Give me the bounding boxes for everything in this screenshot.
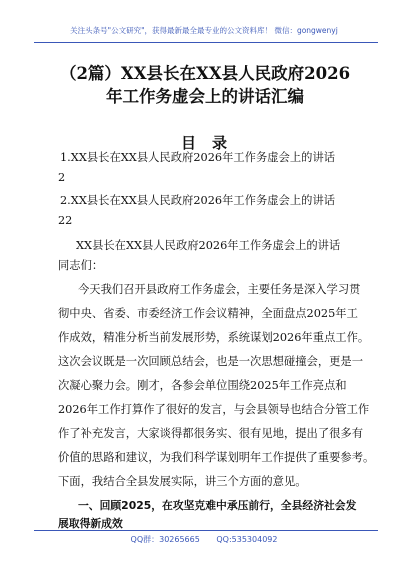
header-divider [34,42,378,43]
footer-divider [34,530,378,531]
toc-item-1-page[interactable]: 2 [58,171,66,184]
paragraph-line: 彻中央、省委、市委经济工作会议精神，全面盘点2025年工 [58,307,358,320]
toc-item-2-page[interactable]: 22 [58,214,73,227]
paragraph-line: 今天我们召开县政府工作务虚会，主要任务是深入学习贯 [78,283,361,296]
toc-item-1[interactable]: 1.XX县长在XX县人民政府2026年工作务虚会上的讲话 [60,151,336,164]
toc-item-2[interactable]: 2.XX县长在XX县人民政府2026年工作务虚会上的讲话 [60,194,336,207]
section-heading-line-2: 展取得新成效 [58,517,123,530]
paragraph-line: 作了补充发言，大家谈得都很务实、很有见地，提出了很多有 [58,427,364,440]
paragraph-line: 价值的思路和建议，为我们科学谋划明年工作提供了重要参考。 [58,451,375,464]
document-title [40,62,370,108]
header-note: 关注头条号"公文研究"，获得最新最全最专业的公文资料库！ 微信：gongwenyj [70,26,338,35]
title-line-1: （2篇）XX县长在XX县人民政府2026 [59,64,351,83]
paragraph-line: 作成效，精准分析当前发展形势，系统谋划2026年重点工作。 [58,331,370,344]
toc-heading: 目录 [180,134,243,152]
footer-note: QQ群：30265665 QQ:535304092 [130,535,278,544]
paragraph-line: 2026年工作打算作了很好的发言，与会县领导也结合分管工作 [58,403,370,416]
greeting: 同志们： [58,259,104,272]
section-heading-line-1: 一、回顾2025，在攻坚克难中承压前行，全县经济社会发 [78,499,357,512]
speech-title: XX县长在XX县人民政府2026年工作务虚会上的讲话 [76,239,341,252]
paragraph-line: 次凝心聚力会。刚才，各参会单位围绕2025年工作亮点和 [58,379,347,392]
paragraph-line: 这次会议既是一次回顾总结会，也是一次思想碰撞会，更是一 [58,355,364,368]
title-line-2: 年工作务虚会上的讲话汇编 [106,87,304,106]
paragraph-line: 下面，我结合全县发展实际，讲三个方面的意见。 [58,475,307,488]
